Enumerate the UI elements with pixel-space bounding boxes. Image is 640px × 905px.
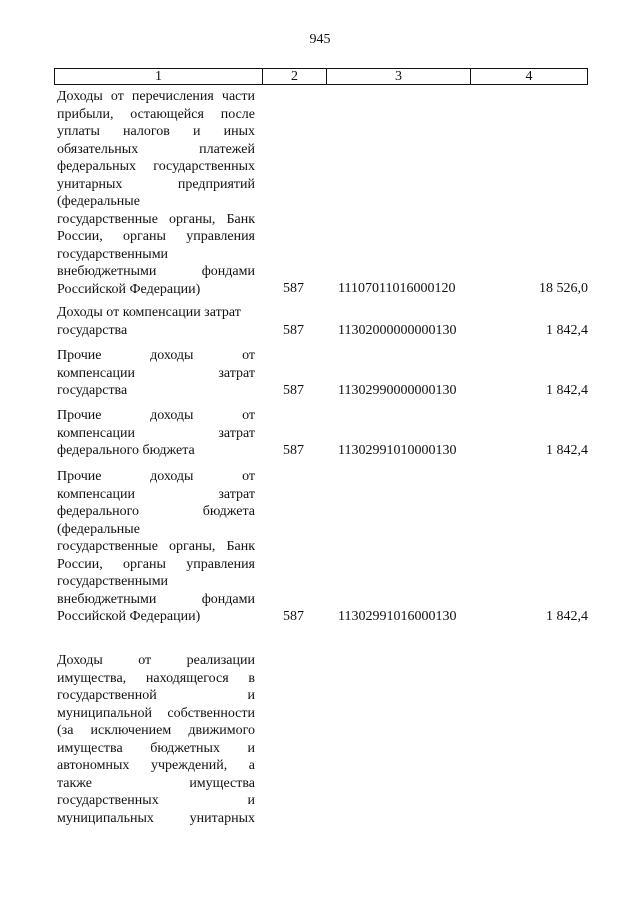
admin-code: 587 (283, 281, 304, 296)
amount: 1 842,4 (546, 383, 588, 398)
description-line: России, органы управления (57, 229, 255, 244)
table-row (57, 407, 588, 461)
description-line: также имущества (57, 775, 255, 791)
table-row (57, 347, 588, 401)
amount: 1 842,4 (546, 609, 588, 624)
description-line: Прочие доходы от (57, 469, 255, 484)
table-row (57, 468, 588, 628)
budget-code: 11302991016000130 (338, 609, 457, 624)
row-description (57, 468, 255, 626)
admin-code: 587 (283, 609, 304, 624)
admin-code: 587 (283, 323, 304, 338)
description-line: Доходы от реализации (57, 653, 255, 668)
admin-code: 587 (283, 443, 304, 458)
budget-code: 11302990000000130 (338, 383, 457, 398)
description-line: государственные органы, Банк (57, 211, 255, 227)
description-line: федерального бюджета (57, 504, 255, 519)
description-line: внебюджетными фондами (57, 591, 255, 607)
description-line: унитарных предприятий (57, 176, 255, 192)
description-line: Прочие доходы от (57, 408, 255, 423)
description-line: обязательных платежей (57, 141, 255, 157)
description-line: компенсации затрат (57, 365, 255, 381)
table-row (57, 652, 588, 832)
table-row (57, 88, 588, 300)
description-line: государства (57, 383, 128, 398)
description-line: компенсации затрат (57, 425, 255, 441)
description-line: внебюджетными фондами (57, 264, 255, 279)
amount: 1 842,4 (546, 323, 588, 338)
description-line: прибыли, остающейся после (57, 106, 255, 122)
description-line: (федеральные (57, 521, 140, 537)
description-line: государственными (57, 246, 169, 262)
header-col-1: 1 (55, 69, 263, 84)
description-line: (за исключением движимого (57, 723, 255, 738)
description-line: Доходы от перечисления части (57, 89, 255, 104)
description-line: уплаты налогов и иных (57, 124, 255, 139)
row-description (57, 652, 255, 827)
description-line: федерального бюджета (57, 443, 195, 458)
admin-code: 587 (283, 383, 304, 398)
page-number: 945 (309, 32, 331, 47)
description-line: (федеральные (57, 194, 140, 209)
budget-code: 11302000000000130 (338, 323, 457, 338)
description-line: государственными (57, 574, 169, 589)
header-col-2: 2 (263, 69, 327, 84)
description-line: государственной и (57, 688, 255, 703)
description-line: муниципальной собственности (57, 705, 255, 721)
table-row (57, 304, 588, 340)
description-line: муниципальных унитарных (57, 810, 255, 826)
header-col-3: 3 (327, 69, 471, 84)
description-line: государственные органы, Банк (57, 539, 255, 554)
description-line: государства (57, 322, 128, 338)
description-line: автономных учреждений, а (57, 758, 255, 773)
budget-code: 11107011016000120 (338, 281, 456, 296)
row-description (57, 347, 255, 400)
row-description (57, 304, 255, 339)
description-line: федеральных государственных (57, 159, 255, 174)
amount: 18 526,0 (539, 281, 588, 296)
row-description (57, 88, 255, 298)
budget-code: 11302991010000130 (338, 443, 457, 458)
description-line: Российской Федерации) (57, 281, 201, 297)
description-line: имущества, находящегося в (57, 670, 255, 686)
description-line: России, органы управления (57, 556, 255, 572)
table-header (54, 68, 588, 85)
header-col-4: 4 (525, 69, 533, 84)
description-line: Доходы от компенсации затрат (57, 305, 241, 320)
amount: 1 842,4 (546, 443, 588, 458)
description-line: Прочие доходы от (57, 348, 255, 363)
description-line: Российской Федерации) (57, 609, 201, 624)
description-line: компенсации затрат (57, 486, 255, 502)
description-line: государственных и (57, 793, 255, 808)
description-line: имущества бюджетных и (57, 740, 255, 756)
row-description (57, 407, 255, 460)
